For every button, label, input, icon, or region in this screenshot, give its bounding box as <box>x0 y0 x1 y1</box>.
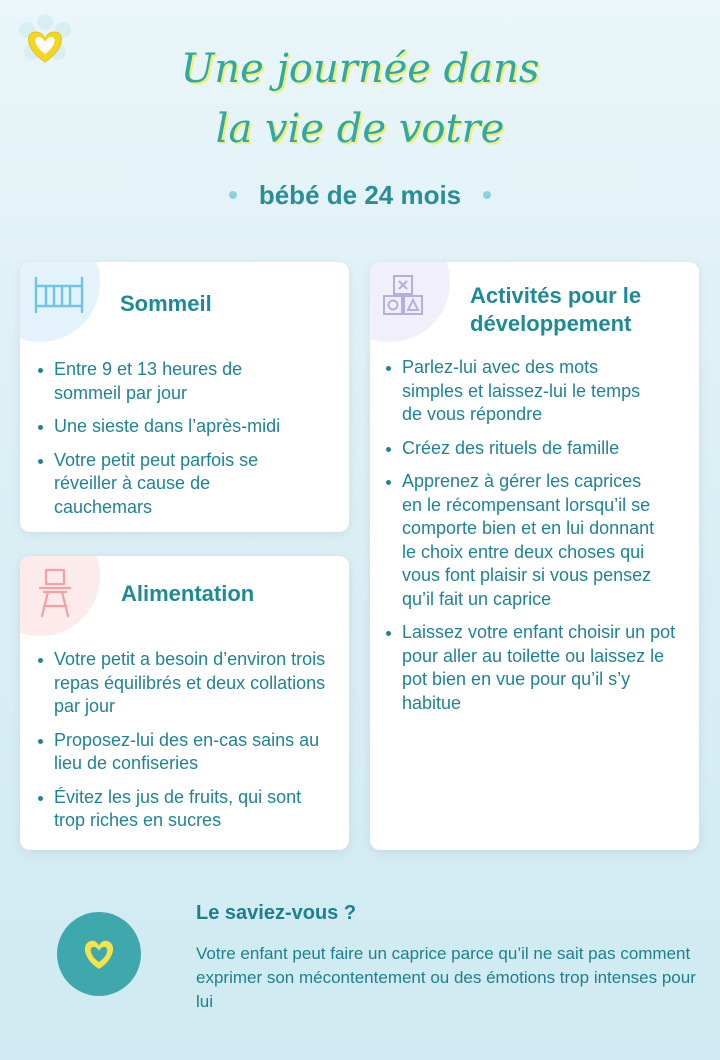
subtitle-text: bébé de 24 mois <box>258 180 462 210</box>
alimentation-list <box>38 648 338 843</box>
tip-title: Le saviez-vous ? <box>196 902 357 924</box>
decorative-dot <box>483 191 491 199</box>
list-item: Évitez les jus de fruits, qui sont trop riches en sucres <box>38 786 324 833</box>
page-subtitle <box>0 180 720 211</box>
page-title-line-2: la vie de votre <box>215 106 505 152</box>
sommeil-card <box>20 262 349 532</box>
toy-blocks-icon <box>380 272 428 320</box>
sommeil-list <box>38 358 338 529</box>
list-item: Votre petit a besoin d’environ trois repas équilibrés et deux collations par jour <box>38 648 338 719</box>
list-item: Créez des rituels de famille <box>386 437 696 461</box>
page-title-line-1: Une journée dans <box>180 46 540 92</box>
alimentation-card <box>20 556 349 850</box>
list-item: Entre 9 et 13 heures de sommeil par jour <box>38 358 254 405</box>
tip-badge <box>57 912 141 996</box>
tip-text: Votre enfant peut faire un caprice parce qu’il ne sait pas comment exprimer son mécontentement ou des émotions trop intenses pour lui <box>196 944 696 1011</box>
heart-icon <box>79 935 119 973</box>
activites-card <box>370 262 699 850</box>
list-item: Votre petit peut parfois se réveiller à cause de cauchemars <box>38 449 294 520</box>
activites-list <box>386 356 696 725</box>
list-item: Parlez-lui avec des mots simples et laissez-lui le temps de vous répondre <box>386 356 652 427</box>
list-item: Laissez votre enfant choisir un pot pour aller au toilette ou laissez le pot bien en vue pour qu’il s’y habitue <box>386 621 677 715</box>
alimentation-title: Alimentation <box>121 581 255 606</box>
decorative-dot <box>229 191 237 199</box>
sommeil-title: Sommeil <box>120 291 212 316</box>
activites-title: Activités pour le développement <box>470 283 642 336</box>
list-item: Proposez-lui des en-cas sains au lieu de confiseries <box>38 729 324 776</box>
crib-icon <box>32 274 86 318</box>
list-item: Une sieste dans l’après-midi <box>38 415 338 439</box>
list-item: Apprenez à gérer les caprices en le récompensant lorsqu’il se comporte bien et en lui donnant le choix entre deux choses qui vous font plaisir si vous pensez qu’il fait un caprice <box>386 470 662 611</box>
high-chair-icon <box>38 568 72 618</box>
